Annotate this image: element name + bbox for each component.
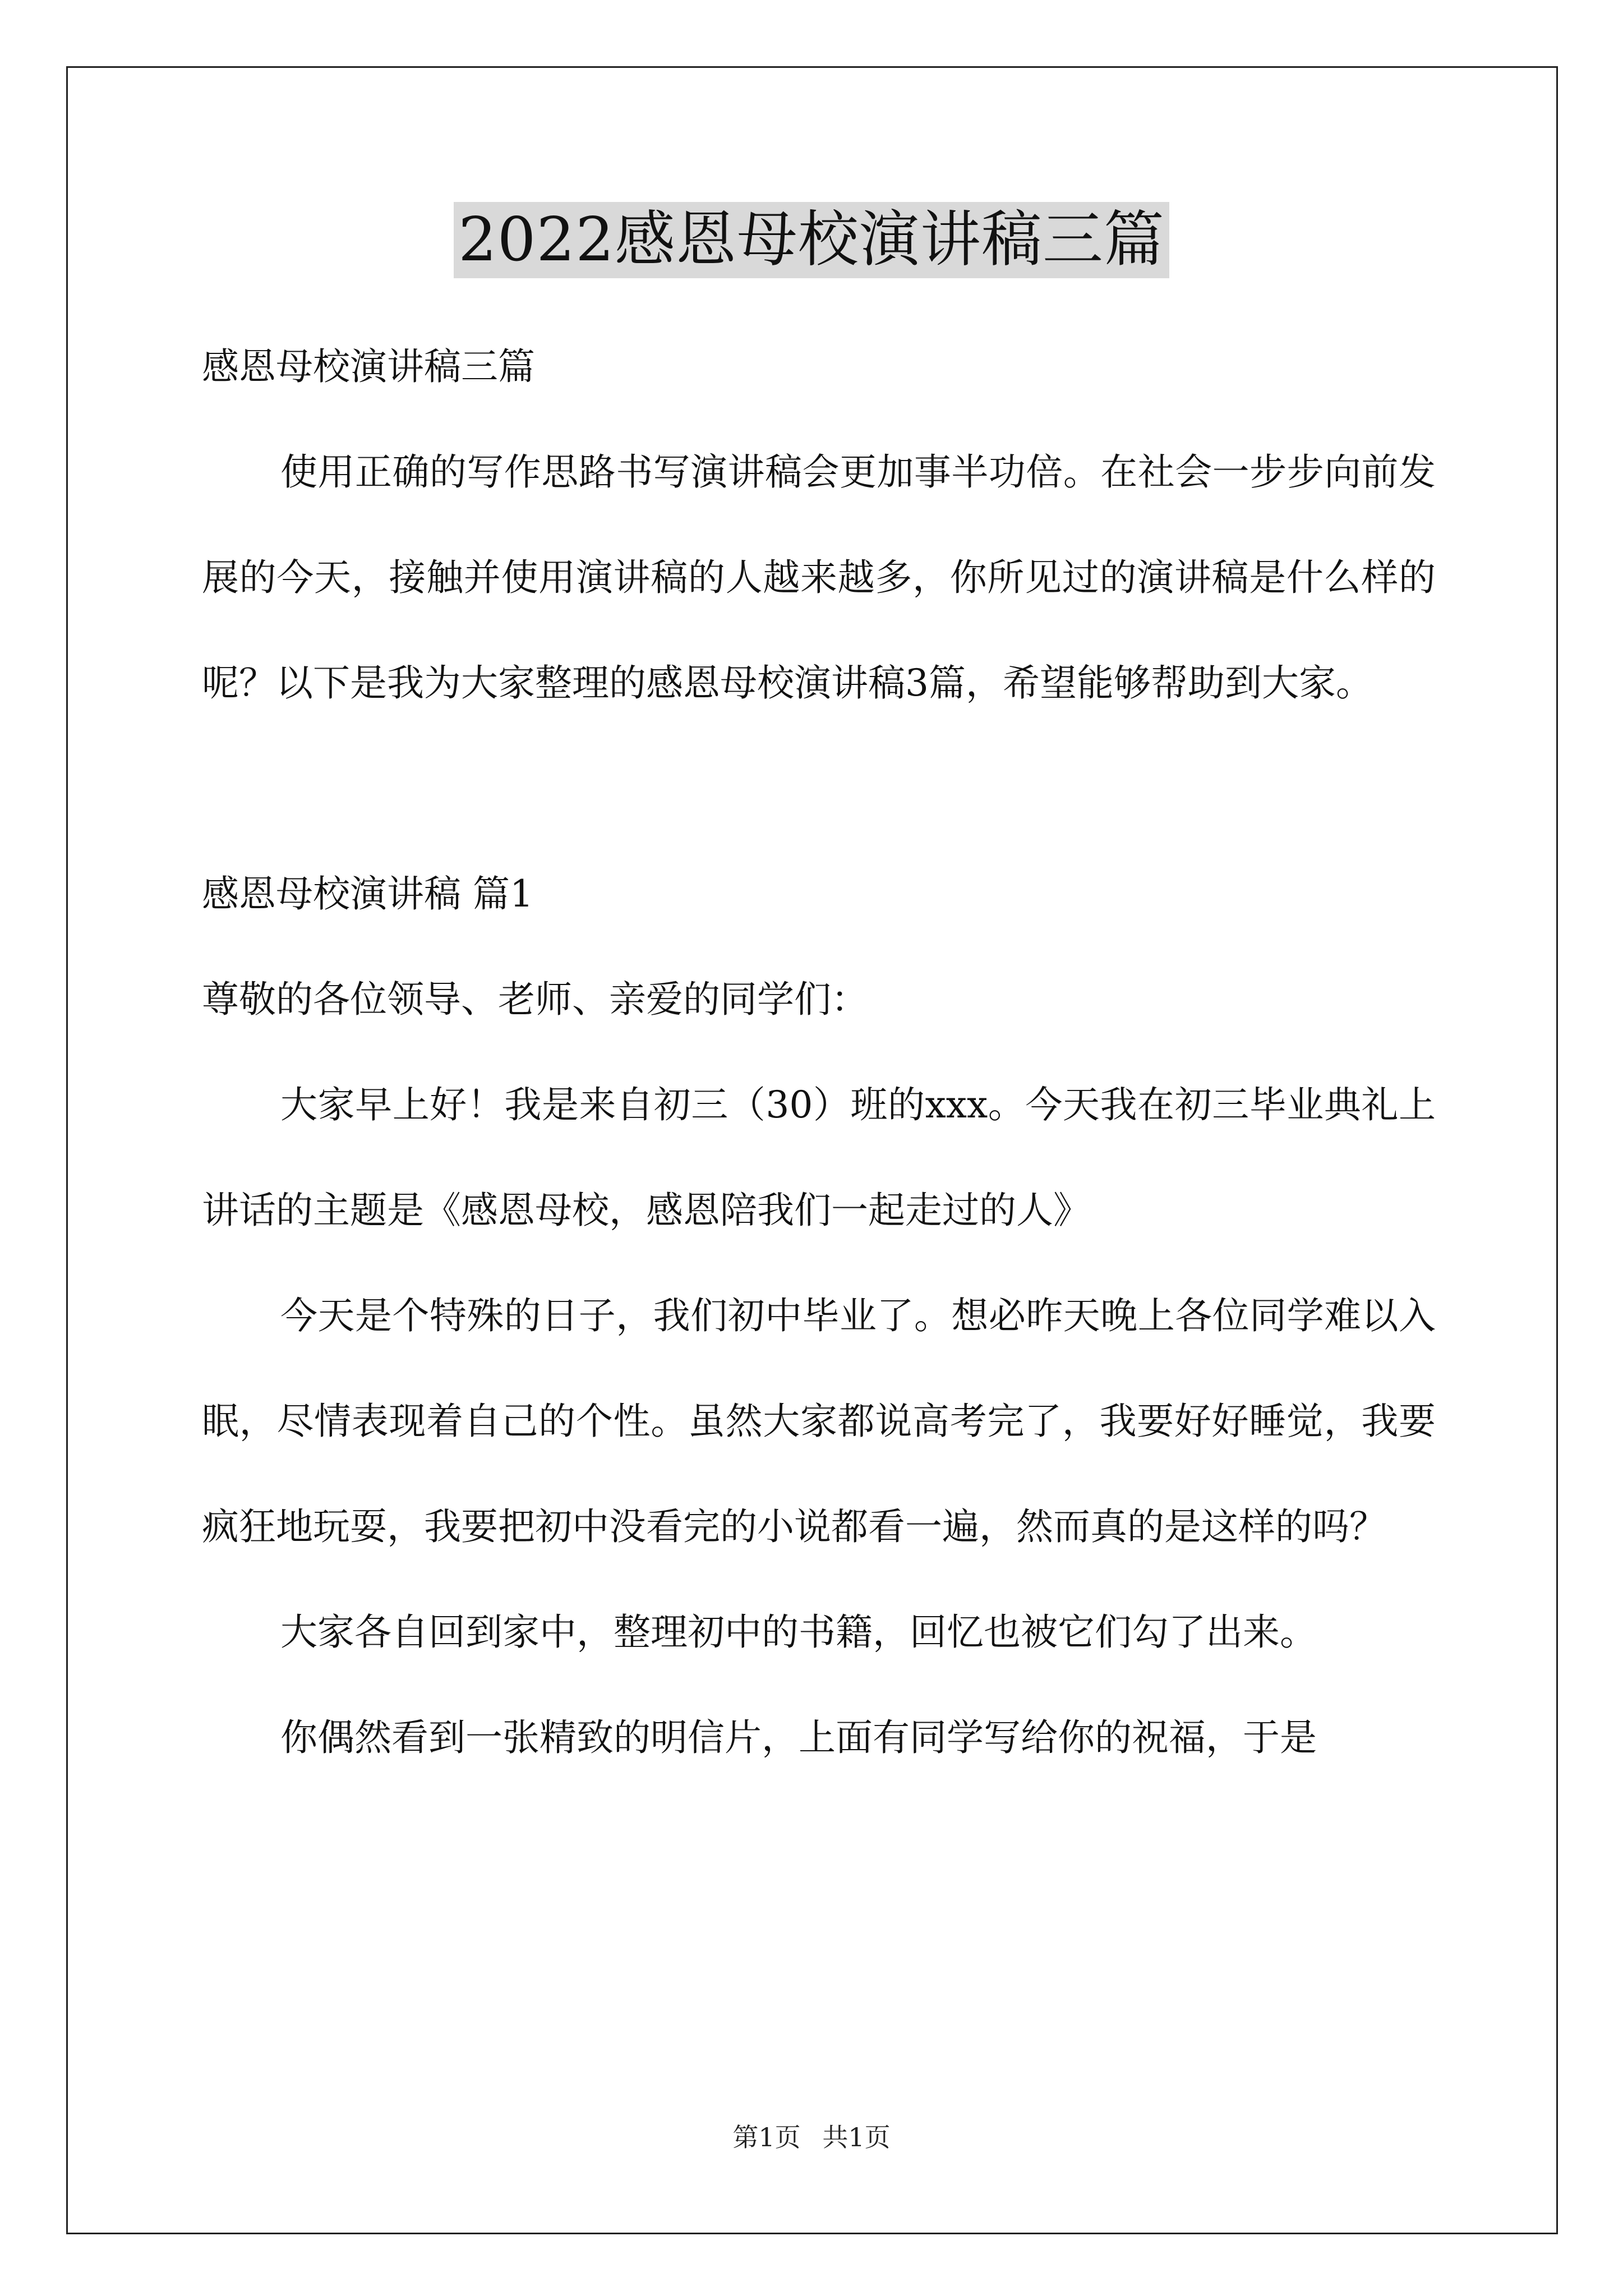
section-heading: 感恩母校演讲稿 篇1: [202, 872, 533, 915]
section-gap: [202, 736, 1436, 841]
subtitle-paragraph: 感恩母校演讲稿三篇: [202, 345, 535, 388]
page-footer: [0, 2120, 1623, 2154]
salutation-paragraph: 尊敬的各位领导、老师、亲爱的同学们：: [202, 978, 868, 1021]
page-total: 共1页: [822, 2122, 891, 2152]
intro-paragraph: 使用正确的写作思路书写演讲稿会更加事半功倍。在社会一步步向前发展的今天，接触并使用演讲稿的人越来越多，你所见过的演讲稿是什么样的呢？以下是我为大家整理的感恩母校演讲稿3篇，希望能够帮助到大家。: [202, 450, 1436, 705]
body-paragraph: 大家早上好！我是来自初三（30）班的xxx。今天我在初三毕业典礼上讲话的主题是《感恩母校，感恩陪我们一起走过的人》: [202, 1083, 1436, 1232]
body-paragraph: 今天是个特殊的日子，我们初中毕业了。想必昨天晚上各位同学难以入眠，尽情表现着自己的个性。虽然大家都说高考完了，我要好好睡觉，我要疯狂地玩耍，我要把初中没看完的小说都看一遍，然而真的是这样的吗？: [202, 1294, 1436, 1548]
body-paragraph: 大家各自回到家中，整理初中的书籍，回忆也被它们勾了出来。: [280, 1611, 1317, 1654]
document-body: [202, 314, 1436, 1791]
body-paragraph: 你偶然看到一张精致的明信片，上面有同学写给你的祝福，于是: [280, 1716, 1317, 1759]
title-container: [0, 202, 1623, 278]
document-title: 2022感恩母校演讲稿三篇: [454, 202, 1169, 278]
page-number: 第1页: [732, 2122, 801, 2152]
